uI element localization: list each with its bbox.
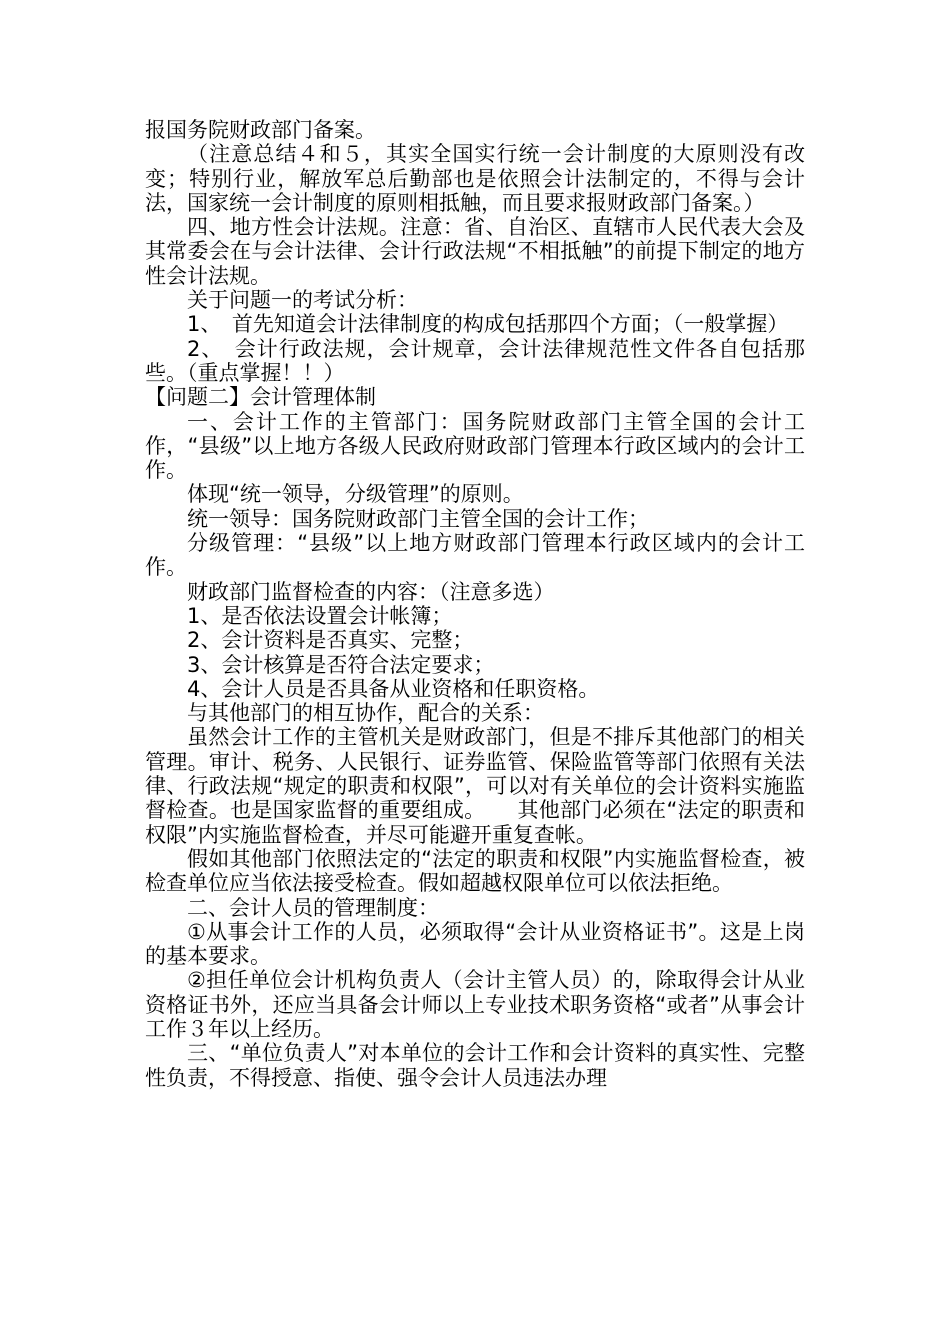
list-item-3: 3、会计核算是否符合法定要求； [187, 652, 495, 677]
paragraph-17: 与其他部门的相互协作，配合的关系： [187, 701, 544, 726]
paragraph-21: ①从事会计工作的人员，必须取得“会计从业资格证书”。这是上岗的基本要求。 [145, 919, 805, 969]
paragraph-5: 1、 首先知道会计法律制度的构成包括那四个方面；（一般掌握） [187, 312, 789, 337]
paragraph-1: 报国务院财政部门备案。 [145, 118, 376, 142]
paragraph-9: 体现“统一领导，分级管理”的原则。 [187, 482, 524, 507]
paragraph-12: 财政部门监督检查的内容：（注意多选） [187, 579, 555, 604]
document-page [145, 118, 805, 1090]
paragraph-3: 四、地方性会计法规。注意：省、自治区、直辖市人民代表大会及其常委会在与会计法律、会计行政法规“不相抵触”的前提下制定的地方性会计法规。 [145, 215, 805, 288]
list-item-2: 2、会计资料是否真实、完整； [187, 628, 474, 653]
paragraph-4: 关于问题一的考试分析： [187, 288, 418, 313]
paragraph-18: 虽然会计工作的主管机关是财政部门，但是不排斥其他部门的相关管理。审计、税务、人民银行、证券监管、保险监管等部门依照有关法律、行政法规“规定的职责和权限”，可以对有关单位的会计资料实施监督检查。也是国家监督的重要组成。 其他部门必须在“法定的职责和权限”内实施监督检查，并尽可能避开重复查帐。 [145, 725, 805, 847]
paragraph-2: （注意总结４和５，其实全国实行统一会计制度的大原则没有改变；特别行业，解放军总后勤部也是依照会计法制定的，不得与会计法，国家统一会计制度的原则相抵触，而且要求报财政部门备案。） [145, 142, 805, 215]
paragraph-11: 分级管理：“县级”以上地方财政部门管理本行政区域内的会计工作。 [145, 531, 805, 580]
list-item-4: 4、会计人员是否具备从业资格和任职资格。 [187, 676, 600, 701]
section-heading-2: 【问题二】会计管理体制 [145, 385, 376, 410]
paragraph-22: ②担任单位会计机构负责人（会计主管人员）的，除取得会计从业资格证书外，还应当具备会计师以上专业技术职务资格“或者”从事会计工作３年以上经历。 [145, 968, 805, 1041]
paragraph-6: 2、 会计行政法规，会计规章，会计法律规范性文件各自包括那些。（重点掌握！！） [145, 336, 805, 385]
paragraph-23: 三、“单位负责人”对本单位的会计工作和会计资料的真实性、完整性负责，不得授意、指使、强令会计人员违法办理 [145, 1041, 805, 1090]
paragraph-8: 一、会计工作的主管部门：国务院财政部门主管全国的会计工作，“县级”以上地方各级人民政府财政部门管理本行政区域内的会计工作。 [145, 409, 805, 483]
list-item-1: 1、是否依法设置会计帐簿； [187, 603, 453, 628]
paragraph-19: 假如其他部门依照法定的“法定的职责和权限”内实施监督检查，被检查单位应当依法接受检查。假如超越权限单位可以依法拒绝。 [145, 846, 805, 896]
paragraph-20: 二、会计人员的管理制度： [187, 895, 439, 920]
paragraph-10: 统一领导：国务院财政部门主管全国的会计工作； [187, 506, 649, 531]
